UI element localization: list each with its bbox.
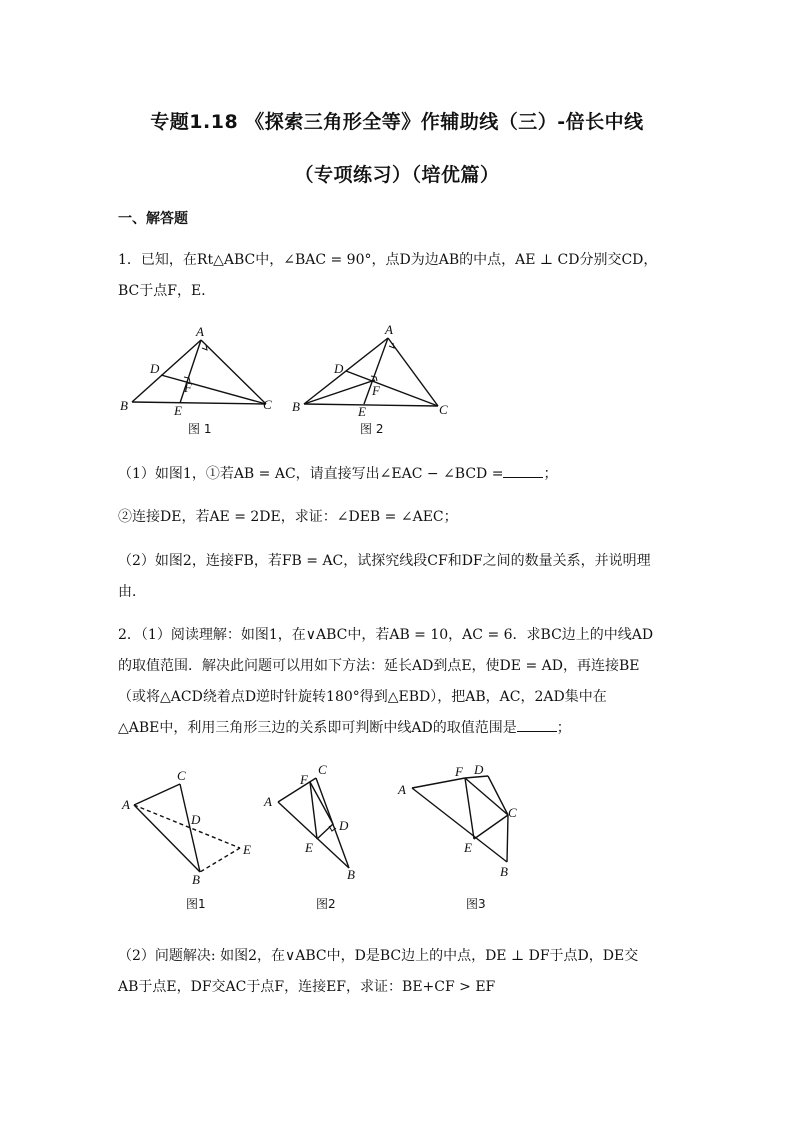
q2-part2-line2: AB于点E，DF交AC于点F，连接EF，求证：BE+CF > EF [118,979,496,995]
q2-fig1-label-C: C [177,768,186,783]
q2-line4-end: ； [556,720,571,736]
q1-fig1-label-E: E [174,403,182,418]
q1-line1: 1．已知，在Rt△ABC中，∠BAC = 90°，点D为边AB的中点，AE ⊥ CD分别交CD， [118,252,658,268]
q1-fig1-label-C: C [263,397,272,412]
q1-part1b: ②连接DE，若AE = 2DE，求证：∠DEB = ∠AEC； [118,509,458,525]
q2-line3: （或将△ACD绕着点D逆时针旋转180°得到△EBD），把AB，AC，2AD集中在 [118,689,607,705]
q2-fig2-label-C: C [318,762,327,777]
q2-figure-3 [412,776,508,862]
q2-fig1-label-D: D [191,812,201,827]
q1-figures [118,320,478,440]
q2-fig3-label-F: F [455,764,463,779]
q2-fig1-label-A: A [122,797,130,812]
q1-part2-line1: （2）如图2，连接FB，若FB = AC，试探究线段CF和DF之间的数量关系，并说明理 [118,553,651,569]
q2-fig2-label-A: A [264,794,272,809]
q2-fig1-label-E: E [243,842,251,857]
q1-part1a-text: （1）如图1，①若AB = AC，请直接写出∠EAC − ∠BCD = [118,466,504,482]
q2-fig2-label-E: E [305,840,313,855]
q2-line2: 的取值范围．解决此问题可以用如下方法：延长AD到点E，使DE = AD，再连接BE [118,658,640,674]
q2-fig1-label-B: B [192,872,200,887]
page-title: 专题1.18 《探索三角形全等》作辅助线（三）-倍长中线 [150,111,644,133]
q1-fig1-label-F: F [184,380,192,395]
q2-figures [118,760,548,920]
q1-fig2-label-B: B [292,399,300,414]
q2-line1: 2．（1）阅读理解：如图1，在∨ABC中，若AB = 10，AC = 6．求BC边上的中线AD [118,627,654,643]
answer-blank[interactable] [503,465,543,478]
q2-fig2-label-F: F [300,772,308,787]
q2-fig3-label-D: D [474,762,484,777]
q2-fig1-caption: 图1 [186,897,206,911]
q2-figure-1 [134,784,240,872]
q2-fig3-label-C: C [508,805,517,820]
q2-fig3-label-B: B [500,864,508,879]
q2-fig2-label-B: B [347,867,355,882]
q2-part2-line1: （2）问题解决: 如图2，在∨ABC中，D是BC边上的中点，DE ⊥ DF于点D，DE交 [118,948,639,964]
q1-fig1-label-A: A [196,324,204,339]
q1-fig2-label-A: A [385,322,393,337]
q2-fig3-label-A: A [398,782,406,797]
q1-fig2-caption: 图 2 [360,422,384,436]
q1-fig2-label-C: C [439,402,448,417]
q2-fig3-caption: 图3 [466,897,486,911]
q1-line2: BC于点F，E． [118,283,216,299]
q2-line4 [118,718,571,738]
q1-fig2-label-F: F [372,383,380,398]
q2-fig2-label-D: D [339,818,349,833]
answer-blank-2[interactable] [517,719,557,732]
q1-fig1-label-B: B [120,398,128,413]
q2-fig2-caption: 图2 [316,897,336,911]
q1-fig1-label-D: D [150,361,160,376]
q1-part2-line2: 由． [118,584,146,600]
q1-fig2-label-E: E [358,404,366,419]
page-subtitle: （专项练习）（培优篇） [294,164,500,186]
q1-part1a [118,464,557,484]
q2-line4-text: △ABE中，利用三角形三边的关系即可判断中线AD的取值范围是 [118,720,517,736]
q1-figure-2 [304,338,438,406]
q1-fig2-label-D: D [334,361,344,376]
q2-fig3-label-E: E [464,840,472,855]
q1-part1a-end: ； [543,466,558,482]
q1-fig1-caption: 图 1 [188,422,212,436]
section-heading: 一、解答题 [118,211,188,227]
